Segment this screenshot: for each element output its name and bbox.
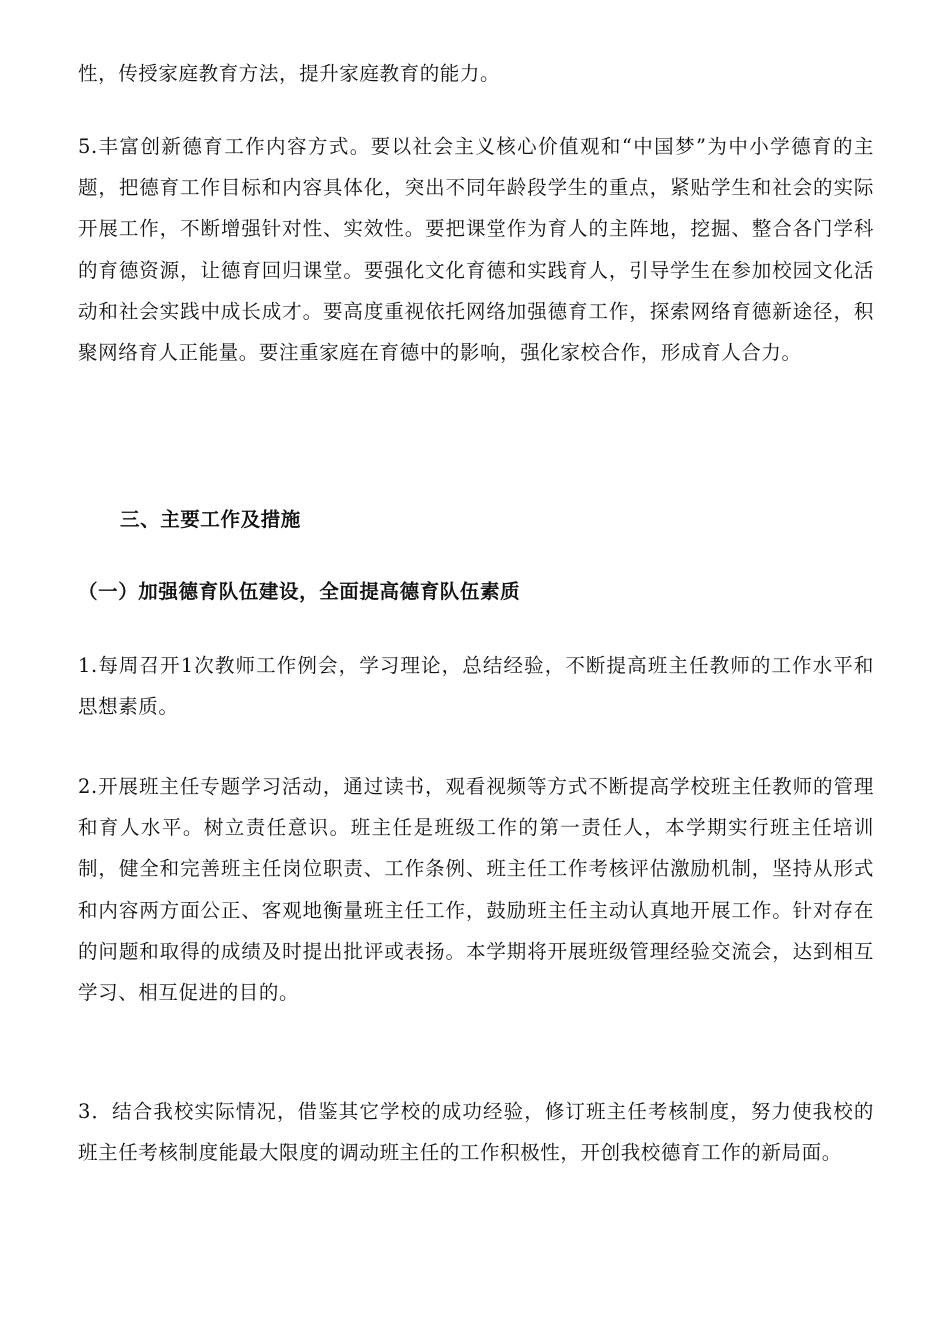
paragraph-weekly-meeting: 1.每周召开1次教师工作例会，学习理论，总结经验，不断提高班主任教师的工作水平和思想素质。 bbox=[78, 654, 874, 719]
paragraph-family-education: 性，传授家庭教育方法，提升家庭教育的能力。 bbox=[78, 62, 501, 85]
paragraph-assessment-system: 3．结合我校实际情况，借鉴其它学校的成功经验，修订班主任考核制度，努力使我校的班主任考核制度能最大限度的调动班主任的工作积极性，开创我校德育工作的新局面。 bbox=[78, 1100, 874, 1165]
paragraph-head-teacher-training: 2.开展班主任专题学习活动，通过读书，观看视频等方式不断提高学校班主任教师的管理和育人水平。树立责任意识。班主任是班级工作的第一责任人，本学期实行班主任培训制，健全和完善班主任岗位职责、工作条例、班主任工作考核评估激励机制，坚持从形式和内容两方面公正、客观地衡量班主任工作，鼓励班主任主动认真地开展工作。针对存在的问题和取得的成绩及时提出批评或表扬。本学期将开展班级管理经验交流会，达到相互学习、相互促进的目的。 bbox=[78, 775, 874, 1005]
paragraph-moral-education-content: 5.丰富创新德育工作内容方式。要以社会主义核心价值观和“中国梦”为中小学德育的主题，把德育工作目标和内容具体化，突出不同年龄段学生的重点，紧贴学生和社会的实际开展工作，不断增强针对性、实效性。要把课堂作为育人的主阵地，挖掘、整合各门学科的育德资源，让德育回归课堂。要强化文化育德和实践育人，引导学生在参加校园文化活动和社会实践中成长成才。要高度重视依托网络加强德育工作，探索网络育德新途径，积聚网络育人正能量。要注重家庭在育德中的影响，强化家校合作，形成育人合力。 bbox=[78, 135, 874, 365]
subsection-heading: （一）加强德育队伍建设，全面提高德育队伍素质 bbox=[78, 580, 521, 603]
section-heading: 三、主要工作及措施 bbox=[120, 508, 301, 531]
